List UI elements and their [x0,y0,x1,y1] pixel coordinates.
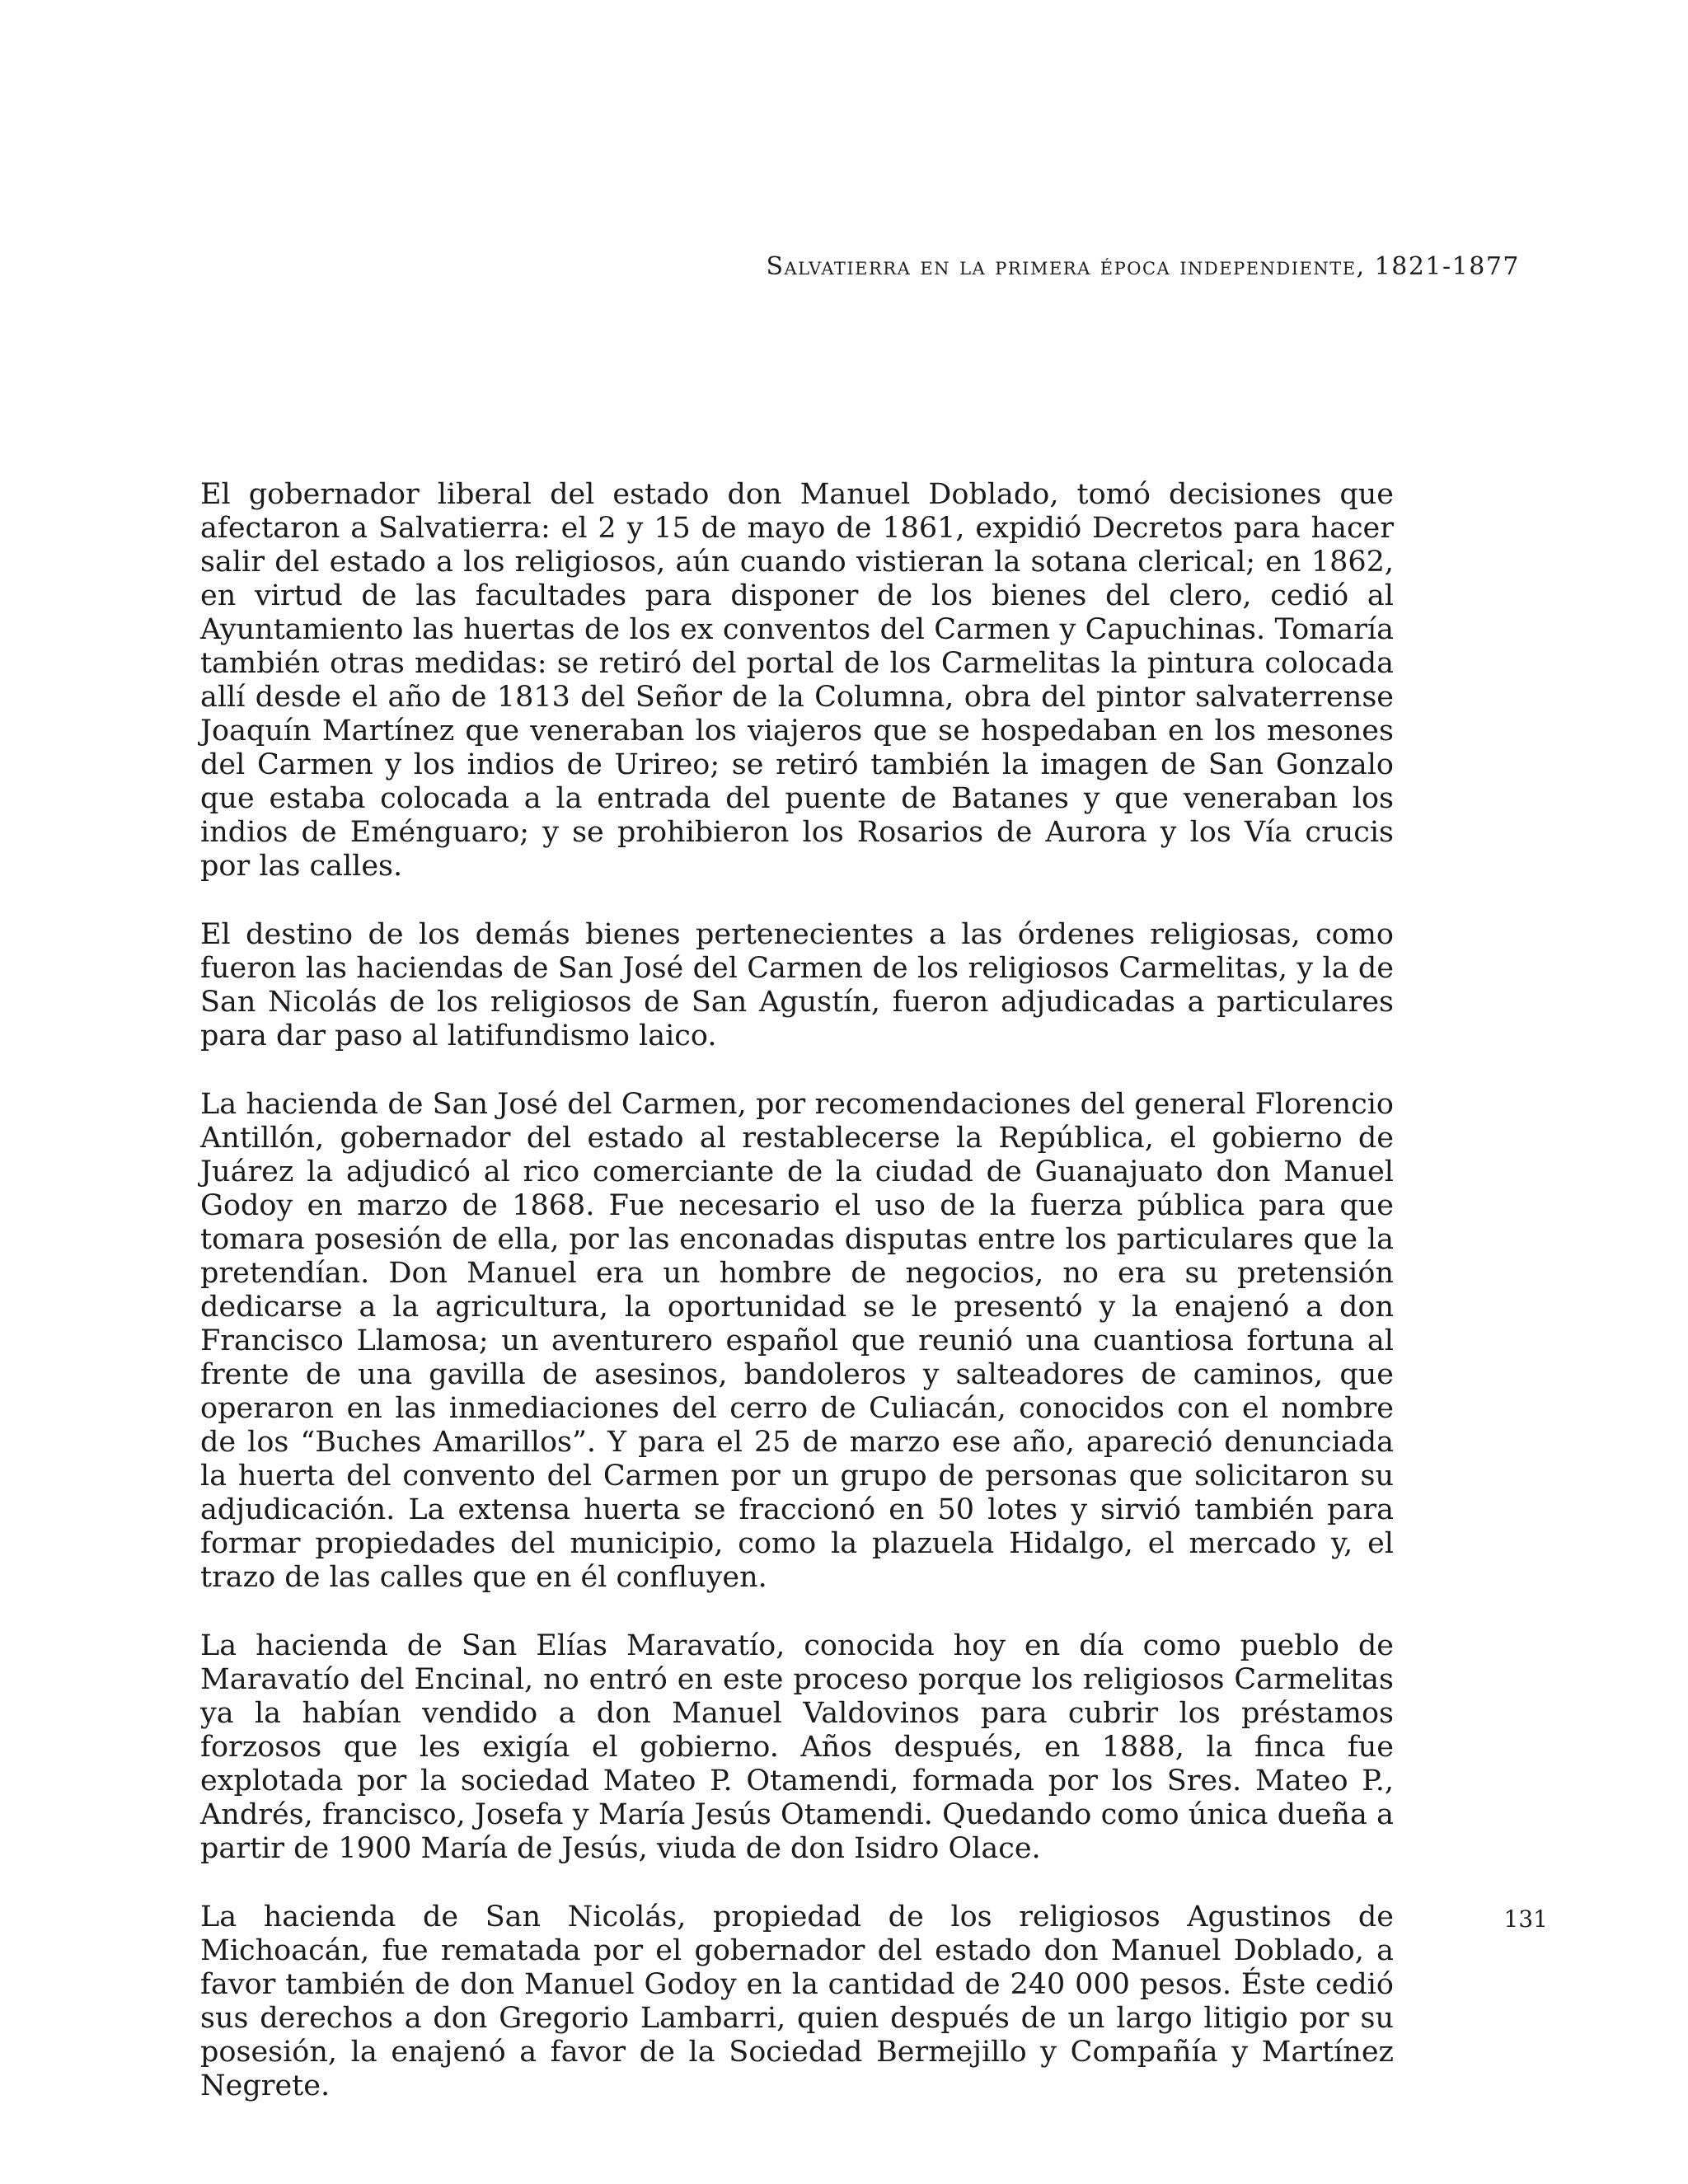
page-number: 131 [1503,1905,1548,1933]
running-header: Salvatierra en la primera época independiente, 1821-1877 [766,252,1520,281]
paragraph-2: El destino de los demás bienes pertenecientes a las órdenes religiosas, como fueron las haciendas de San José del Carmen de los religiosos Carmelitas, y la de San Nicolás de los religiosos de San Agustín, fueron adjudicadas a particulares para dar paso al latifundismo laico. [200,918,1394,1052]
paragraph-1: El gobernador liberal del estado don Manuel Doblado, tomó decisiones que afectaron a Salvatierra: el 2 y 15 de mayo de 1861, expidió Decretos para hacer salir del estado a los religiosos, aún cuando vistieran la sotana clerical; en 1862, en virtud de las facultades para disponer de los bienes del clero, cedió al Ayuntamiento las huertas de los ex conventos del Carmen y Capuchinas. Tomaría también otras medidas: se retiró del portal de los Carmelitas la pintura colocada allí desde el año de 1813 del Señor de la Columna, obra del pintor salvaterrense Joaquín Martínez que veneraban los viajeros que se hospedaban en los mesones del Carmen y los indios de Urireo; se retiró también la imagen de San Gonzalo que estaba colocada a la entrada del puente de Batanes y que veneraban los indios de Eménguaro; y se prohibieron los Rosarios de Aurora y los Vía crucis por las calles. [200,478,1394,883]
body-text [200,478,1394,2103]
paragraph-4: La hacienda de San Elías Maravatío, conocida hoy en día como pueblo de Maravatío del Encinal, no entró en este proceso porque los religiosos Carmelitas ya la habían vendido a don Manuel Valdovinos para cubrir los préstamos forzosos que les exigía el gobierno. Años después, en 1888, la finca fue explotada por la sociedad Mateo P. Otamendi, formada por los Sres. Mateo P., Andrés, francisco, Josefa y María Jesús Otamendi. Quedando como única dueña a partir de 1900 María de Jesús, viuda de don Isidro Olace. [200,1629,1394,1865]
paragraph-3: La hacienda de San José del Carmen, por recomendaciones del general Florencio Antillón, gobernador del estado al restablecerse la República, el gobierno de Juárez la adjudicó al rico comerciante de la ciudad de Guanajuato don Manuel Godoy en marzo de 1868. Fue necesario el uso de la fuerza pública para que tomara posesión de ella, por las enconadas disputas entre los particulares que la pretendían. Don Manuel era un hombre de negocios, no era su pretensión dedicarse a la agricultura, la oportunidad se le presentó y la enajenó a don Francisco Llamosa; un aventurero español que reunió una cuantiosa fortuna al frente de una gavilla de asesinos, bandoleros y salteadores de caminos, que operaron en las inmediaciones del cerro de Culiacán, conocidos con el nombre de los “Buches Amarillos”. Y para el 25 de marzo ese año, apareció denunciada la huerta del convento del Carmen por un grupo de personas que solicitaron su adjudicación. La extensa huerta se fraccionó en 50 lotes y sirvió también para formar propiedades del municipio, como la plazuela Hidalgo, el mercado y, el trazo de las calles que en él confluyen. [200,1088,1394,1594]
paragraph-5: La hacienda de San Nicolás, propiedad de los religiosos Agustinos de Michoacán, fue rematada por el gobernador del estado don Manuel Doblado, a favor también de don Manuel Godoy en la cantidad de 240 000 pesos. Éste cedió sus derechos a don Gregorio Lambarri, quien después de un largo litigio por su posesión, la enajenó a favor de la Sociedad Bermejillo y Compañía y Martínez Negrete. [200,1900,1394,2102]
